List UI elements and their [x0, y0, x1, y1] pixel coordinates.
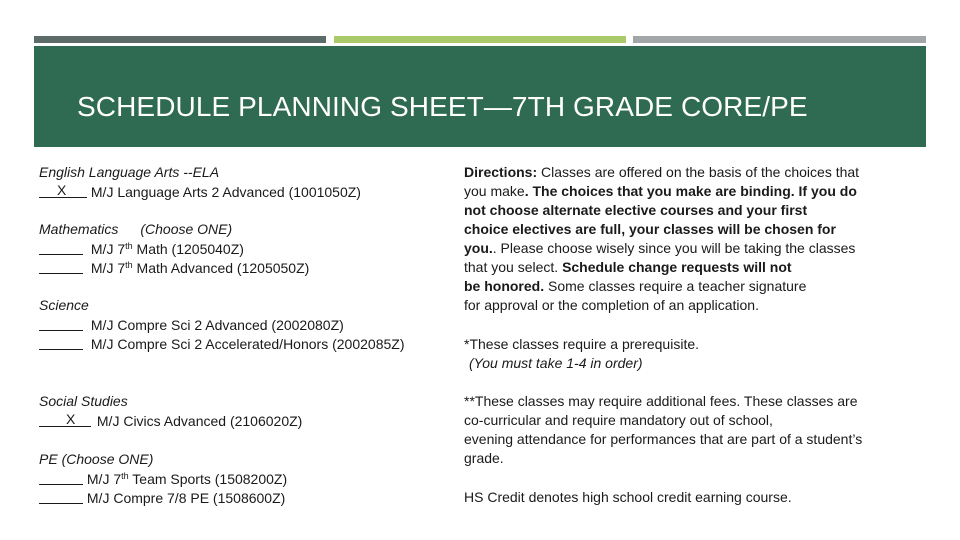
prereq-note: *These classes require a prerequisite.: [464, 336, 700, 352]
math-item-1: M/J 7th Math (1205040Z): [39, 239, 244, 259]
directions-line-7: be honored. Some classes require a teacher signature: [464, 278, 807, 294]
fees-line-1: **These classes may require additional fees. These classes are: [464, 393, 858, 409]
accent-bar-green: [334, 36, 626, 43]
science-item-1: M/J Compre Sci 2 Advanced (2002080Z): [39, 315, 344, 335]
prereq-order-note: (You must take 1-4 in order): [469, 355, 643, 371]
math-choose-note: (Choose ONE): [140, 221, 233, 237]
accent-bar-gray: [633, 36, 926, 43]
ela-item-1-mark: X: [57, 182, 67, 198]
ela-heading: English Language Arts --ELA: [39, 164, 220, 180]
directions-line-5: you.. Please choose wisely since you will be taking the classes: [464, 240, 856, 256]
pe-item-1: M/J 7th Team Sports (1508200Z): [39, 469, 287, 489]
pe-heading: PE (Choose ONE): [39, 451, 154, 467]
ela-item-1-text: M/J Language Arts 2 Advanced (1001050Z): [90, 184, 361, 200]
directions-line-6: that you select. Schedule change requests will not: [464, 259, 792, 275]
math-heading: Mathematics: [39, 221, 119, 237]
accent-bar-dark: [34, 36, 326, 43]
hs-credit-note: HS Credit denotes high school credit earning course.: [464, 489, 792, 505]
science-heading: Science: [39, 297, 89, 313]
social-studies-item-1: X M/J Civics Advanced (2106020Z): [39, 411, 302, 431]
fees-line-2: co-curricular and require mandatory out of school,: [464, 412, 773, 428]
pe-item-2: M/J Compre 7/8 PE (1508600Z): [39, 488, 285, 508]
directions-line-4: choice electives are full, your classes will be chosen for: [464, 221, 836, 237]
fees-line-4: grade.: [464, 450, 504, 466]
science-item-2: M/J Compre Sci 2 Accelerated/Honors (2002085Z): [39, 334, 404, 354]
directions-line-3: not choose alternate elective courses and your first: [464, 202, 808, 218]
page-title: SCHEDULE PLANNING SHEET—7TH GRADE CORE/PE: [77, 91, 808, 122]
social-studies-item-1-mark: X: [66, 411, 76, 427]
directions-line-8: for approval or the completion of an application.: [464, 297, 759, 313]
ela-item-1: [39, 182, 361, 202]
directions-line-1: Directions: Classes are offered on the basis of the choices that: [464, 164, 860, 180]
math-heading-row: [39, 220, 232, 239]
math-item-2: M/J 7th Math Advanced (1205050Z): [39, 258, 309, 278]
fees-line-3: evening attendance for performances that are part of a student’s: [464, 431, 863, 447]
directions-line-2: you make. The choices that you make are binding. If you do: [464, 183, 857, 199]
social-studies-heading: Social Studies: [39, 393, 128, 409]
